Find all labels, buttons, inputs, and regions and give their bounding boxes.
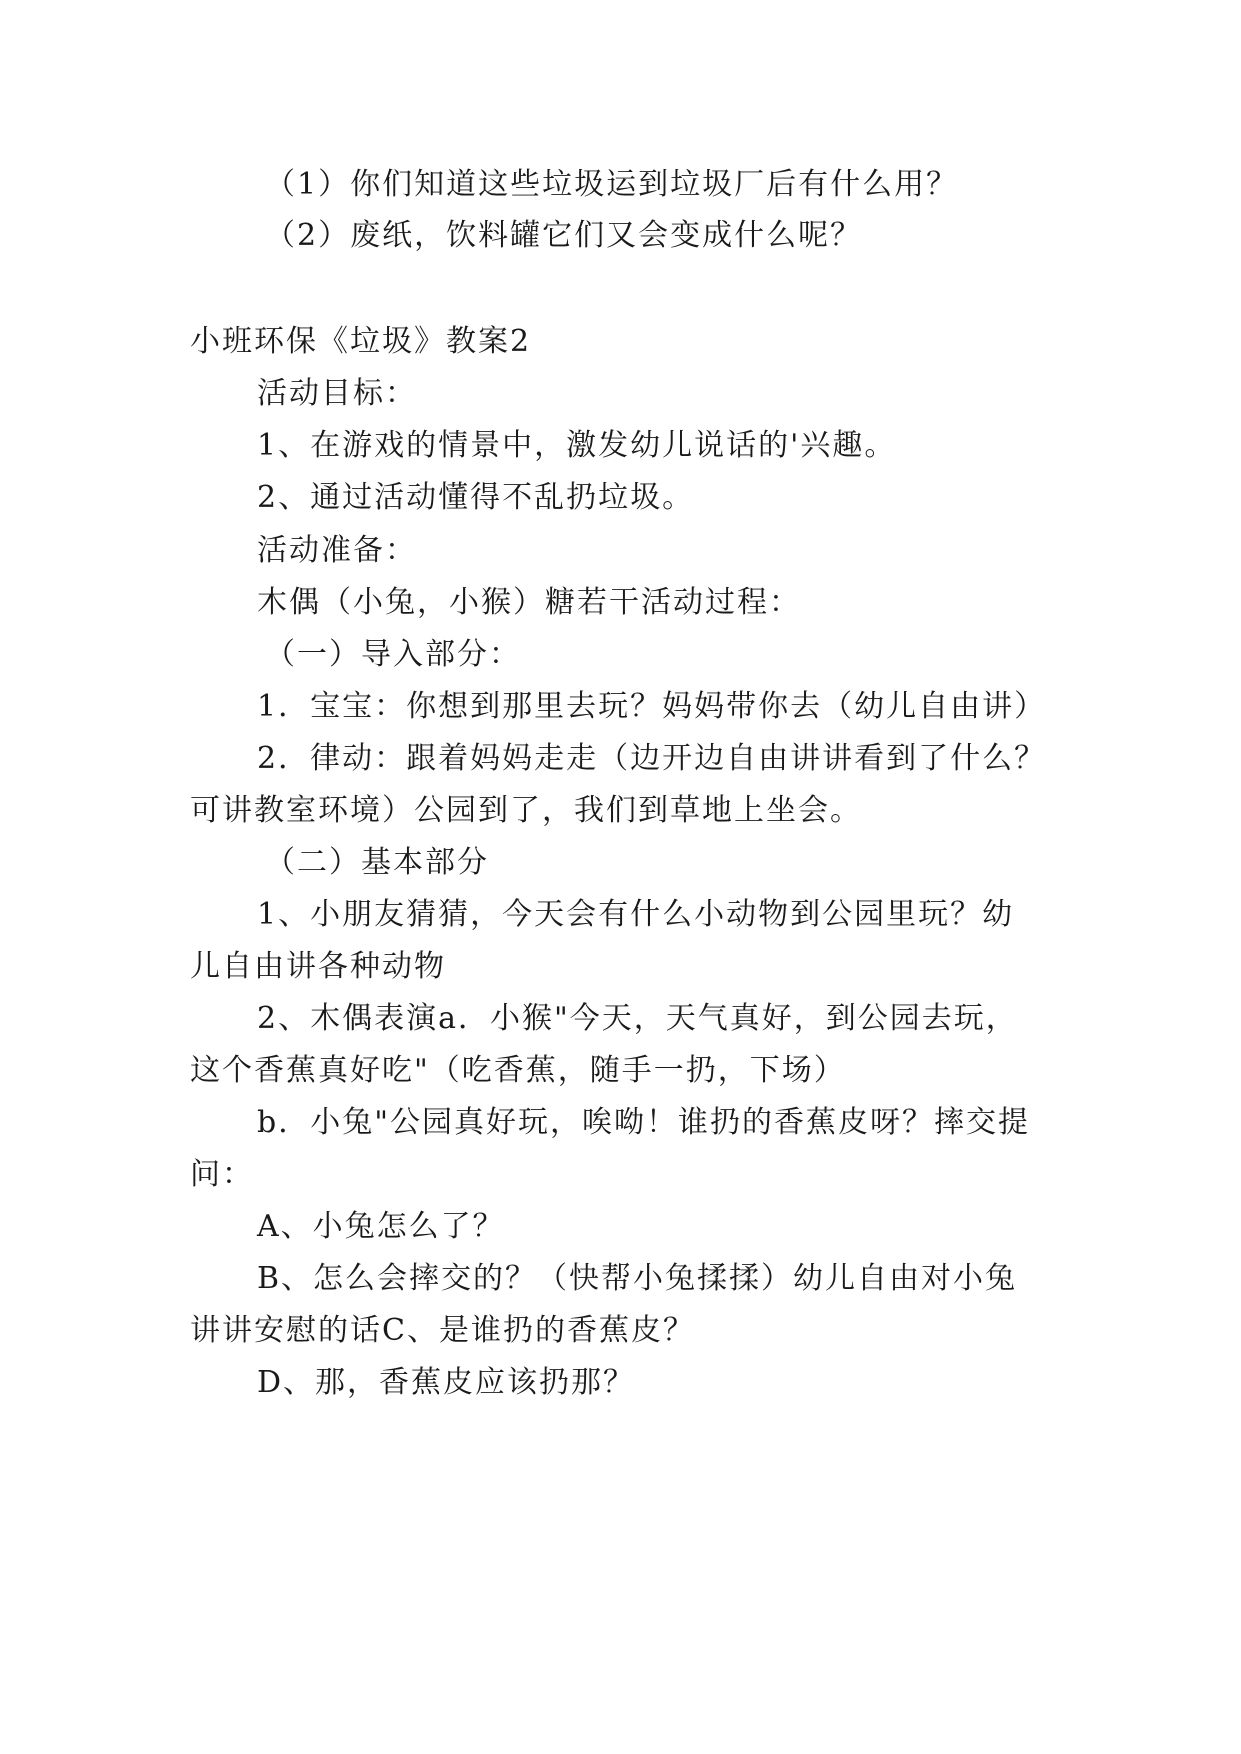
- heading-goals: 活动目标：: [257, 376, 417, 411]
- basic-step-1: 1、小朋友猜猜，今天会有什么小动物到公园里玩？幼: [257, 897, 1015, 932]
- question-a: A、小兔怎么了？: [257, 1209, 505, 1244]
- goal-1: 1、在游戏的情景中，激发幼儿说话的'兴趣。: [257, 428, 897, 463]
- goal-2: 2、通过活动懂得不乱扔垃圾。: [257, 480, 695, 515]
- section-title: 小班环保《垃圾》教案2: [190, 324, 532, 359]
- question-2: （2）废纸，饮料罐它们又会变成什么呢？: [265, 218, 863, 253]
- basic-step-2: 2、木偶表演a．小猴"今天，天气真好，到公园去玩，: [257, 1001, 1018, 1036]
- basic-step-2b-cont: 问：: [190, 1157, 254, 1192]
- intro-step-2-cont: 可讲教室环境）公园到了，我们到草地上坐会。: [190, 793, 862, 828]
- intro-step-1: 1．宝宝：你想到那里去玩？妈妈带你去（幼儿自由讲）: [257, 689, 1047, 724]
- heading-intro: （一）导入部分：: [265, 637, 521, 672]
- intro-step-2: 2．律动：跟着妈妈走走（边开边自由讲讲看到了什么？: [257, 741, 1047, 776]
- question-b-cont: 讲讲安慰的话C、是谁扔的香蕉皮？: [190, 1313, 695, 1348]
- question-d: D、那，香蕉皮应该扔那？: [257, 1365, 636, 1400]
- question-1: （1）你们知道这些垃圾运到垃圾厂后有什么用？: [265, 167, 959, 202]
- basic-step-1-cont: 儿自由讲各种动物: [190, 949, 446, 984]
- basic-step-2b: b．小兔"公园真好玩，唉呦！谁扔的香蕉皮呀？摔交提: [257, 1105, 1031, 1140]
- heading-basic: （二）基本部分: [265, 845, 489, 880]
- preparation-text: 木偶（小兔，小猴）糖若干活动过程：: [257, 585, 801, 620]
- question-b: B、怎么会摔交的？（快帮小兔揉揉）幼儿自由对小兔: [257, 1261, 1018, 1296]
- basic-step-2-cont: 这个香蕉真好吃"（吃香蕉，随手一扔，下场）: [190, 1053, 846, 1088]
- heading-preparation: 活动准备：: [257, 533, 417, 568]
